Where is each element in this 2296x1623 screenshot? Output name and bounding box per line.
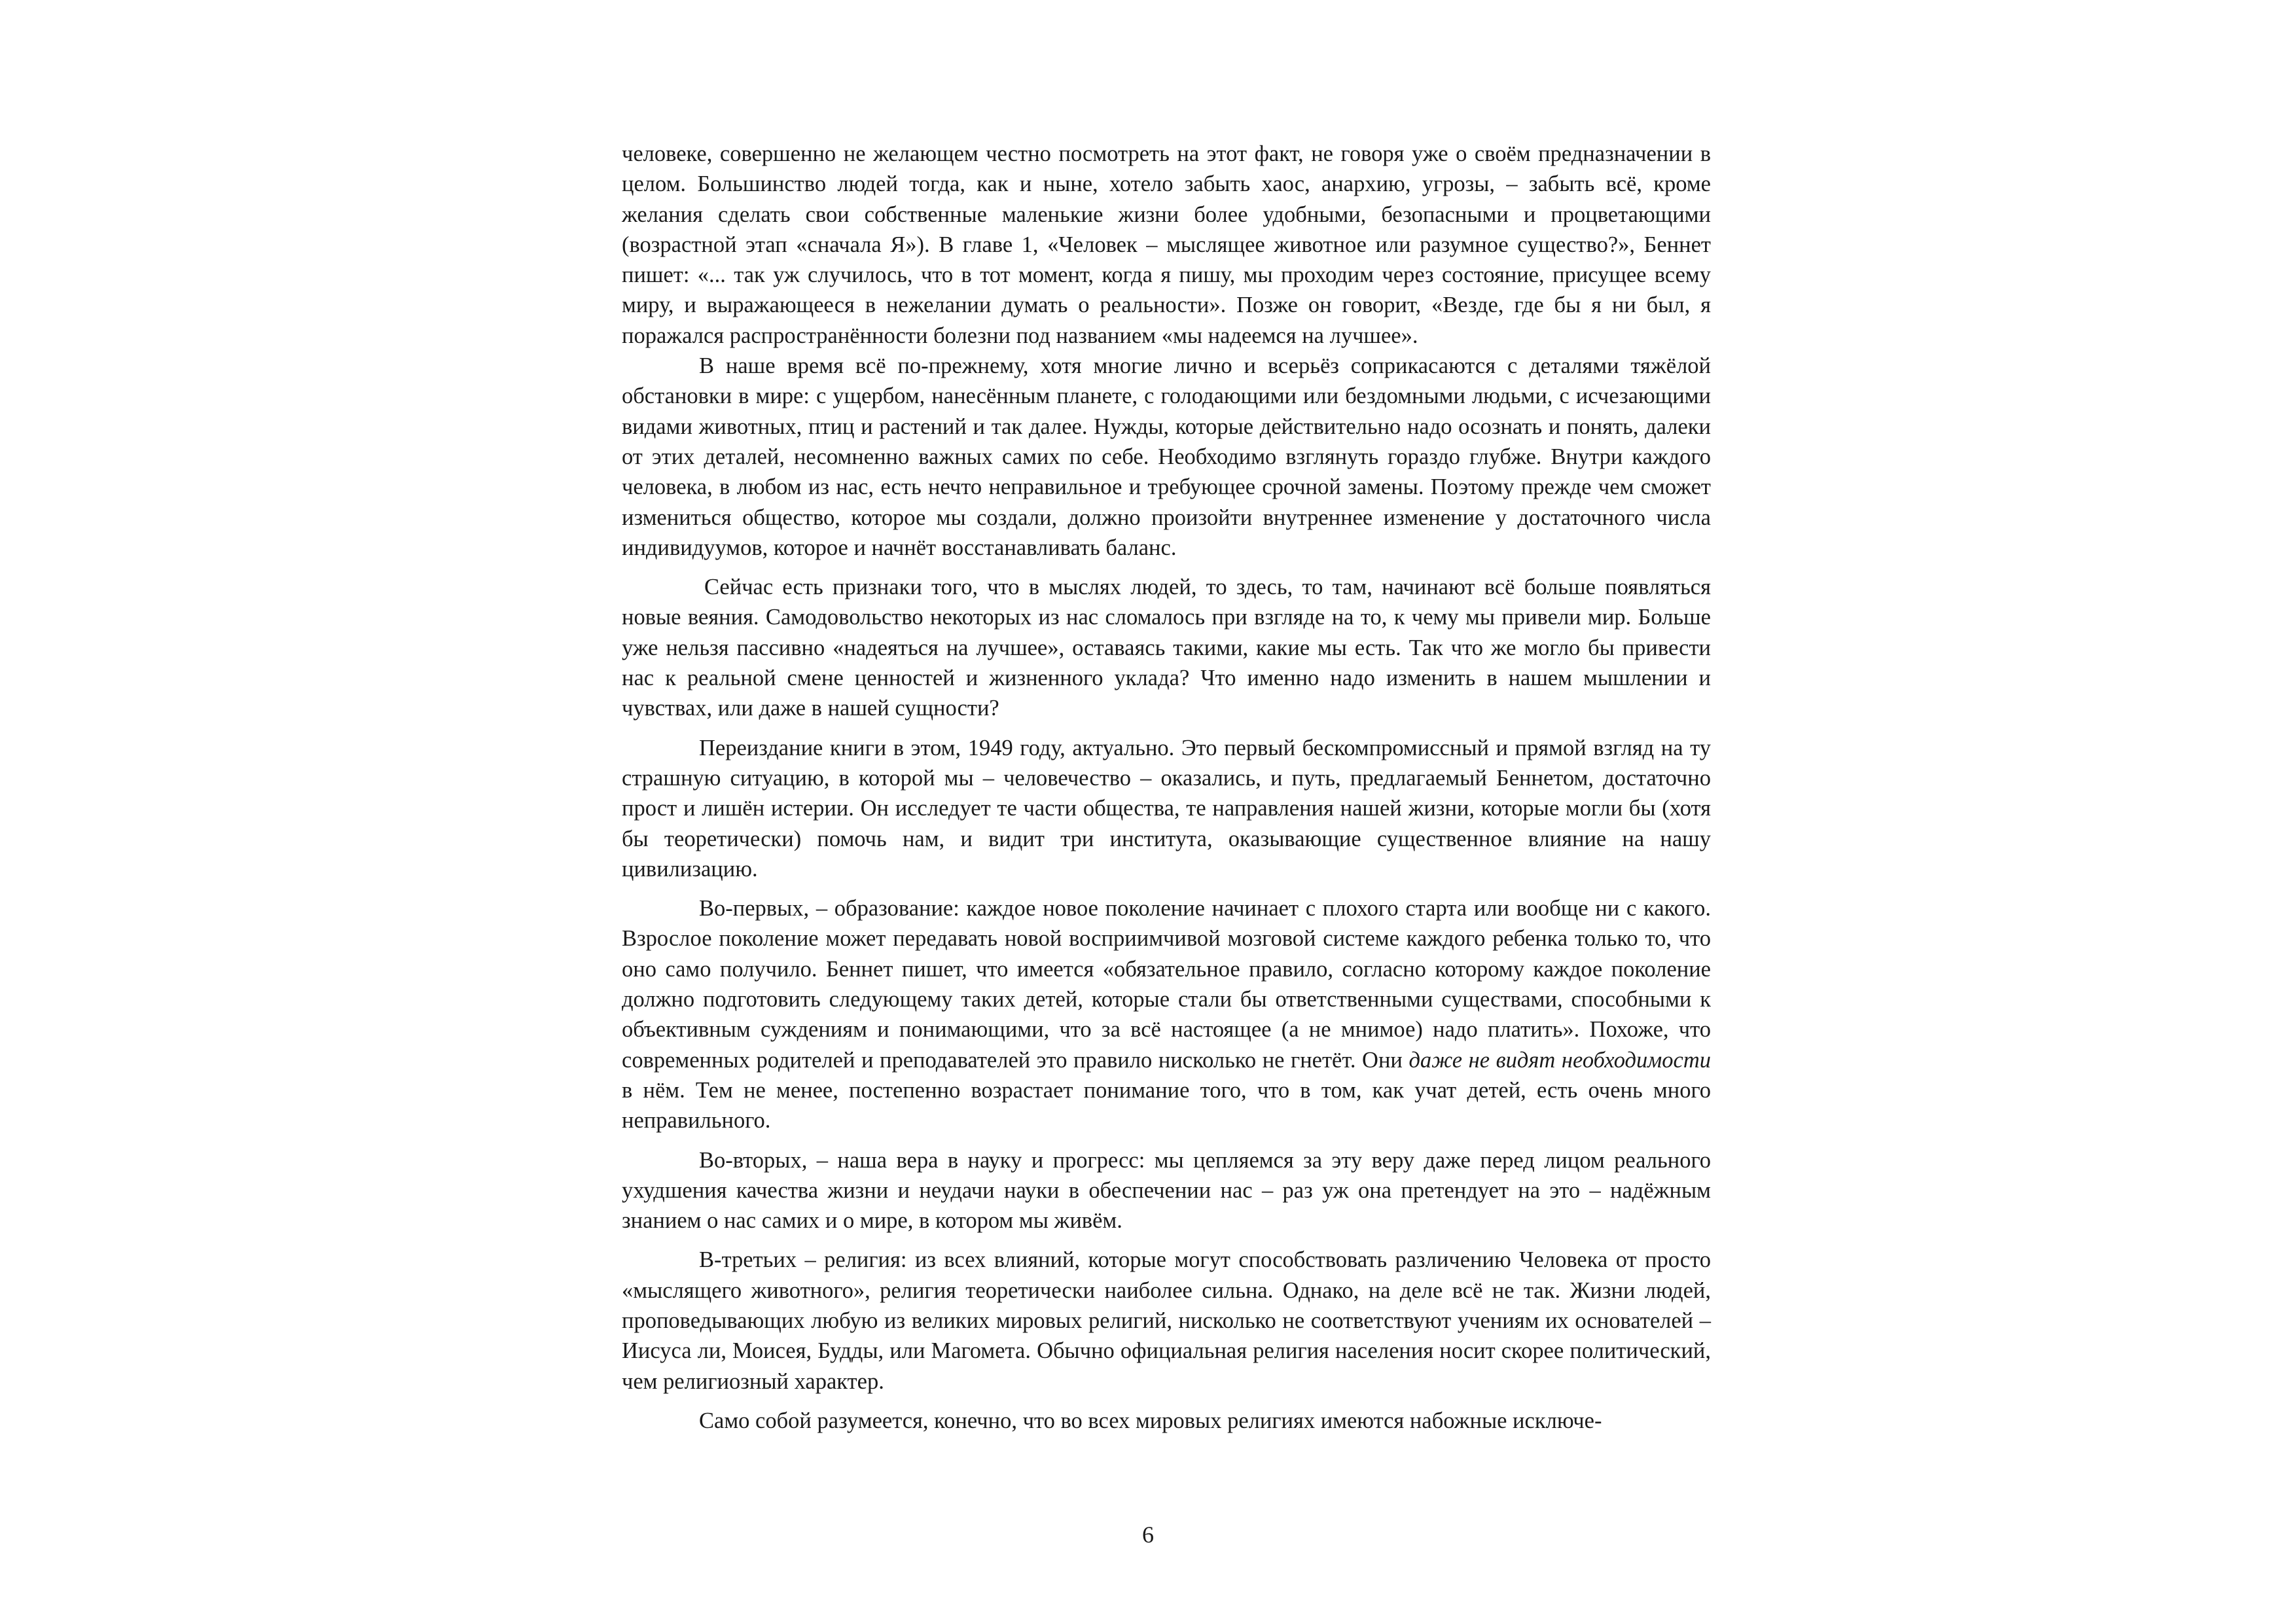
- paragraph-4: Переиздание книги в этом, 1949 году, актуально. Это первый бескомпромиссный и прямой взгляд на ту страшную ситуацию, в которой мы – человечество – оказались, и путь, предлагаемый Беннетом, достаточно прост и лишён истерии. Он исследует те части общества, те направления нашей жизни, которые могли бы (хотя бы теоретически) помочь нам, и видит три института, оказывающие существенное влияние на нашу цивилизацию.: [622, 735, 1711, 882]
- paragraph-6: Во-вторых, – наша вера в науку и прогресс: мы цепляемся за эту веру даже перед лицом реального ухудшения качества жизни и неудачи науки в обеспечении нас – раз уж она претендует на это – надёжным знанием о нас самих и о мире, в котором мы живём.: [622, 1147, 1711, 1234]
- body-text: [622, 139, 1711, 1436]
- paragraph-7: В-третьих – религия: из всех влияний, которые могут способствовать различению Человека от просто «мыслящего животного», религия теоретически наиболее сильна. Однако, на деле всё не так. Жизни людей, проповедывающих любую из великих мировых религий, нисколько не соответствуют учениям их основателей – Иисуса ли, Моисея, Будды, или Магомета. Обычно официальная религия населения носит скорее политический, чем религиозный характер.: [622, 1247, 1711, 1394]
- paragraph-5-text-end: в нём. Тем не менее, постепенно возрастает понимание того, что в том, как учат детей, есть очень много неправильного.: [622, 1077, 1711, 1133]
- page-number: 6: [1142, 1522, 1154, 1548]
- paragraph-5-emphasis: даже не видят необходимости: [1408, 1047, 1711, 1073]
- paragraph-5-text: Во-первых, – образование: каждое новое поколение начинает с плохого старта или вообще ни с какого. Взрослое поколение может передавать новой восприимчивой мозговой системе каждого ребенка только то, что оно само получило. Беннет пишет, что имеется «обязательное правило, согласно которому каждое поколение должно подготовить следующему таких детей, которые стали бы ответственными существами, способными к объективным суждениям и понимающими, что за всё настоящее (а не мнимое) надо платить». Похоже, что современных родителей и преподавателей это правило нисколько не гнетёт. Они: [622, 896, 1711, 1073]
- paragraph-2: В наше время всё по-прежнему, хотя многие лично и всерьёз соприкасаются с деталями тяжёлой обстановки в мире: с ущербом, нанесённым планете, с голодающими или бездомными людьми, с исчезающими видами животных, птиц и растений и так далее. Нужды, которые действительно надо осознать и понять, далеки от этих деталей, несомненно важных самих по себе. Необходимо взглянуть гораздо глубже. Внутри каждого человека, в любом из нас, есть нечто неправильное и требующее срочной замены. Поэтому прежде чем сможет измениться общество, которое мы создали, должно произойти внутреннее изменение у достаточного числа индивидуумов, которое и начнёт восстанавливать баланс.: [622, 353, 1711, 560]
- paragraph-1: человеке, совершенно не желающем честно посмотреть на этот факт, не говоря уже о своём предназначении в целом. Большинство людей тогда, как и ныне, хотело забыть хаос, анархию, угрозы, – забыть всё, кроме желания сделать свои собственные маленькие жизни более удобными, безопасными и процветающими (возрастной этап «сначала Я»). В главе 1, «Человек – мыслящее животное или разумное существо?», Беннет пишет: «... так уж случилось, что в тот момент, когда я пишу, мы проходим через состояние, присущее всему миру, и выражающееся в нежелании думать о реальности». Позже он говорит, «Везде, где бы я ни был, я поражался распространённости болезни под названием «мы надеемся на лучшее».: [622, 141, 1711, 348]
- paragraph-8: Само собой разумеется, конечно, что во всех мировых религиях имеются набожные исключе-: [699, 1408, 1602, 1433]
- paragraph-3: Сейчас есть признаки того, что в мыслях людей, то здесь, то там, начинают всё больше появляться новые веяния. Самодовольство некоторых из нас сломалось при взгляде на то, к чему мы привели мир. Больше уже нельзя пассивно «надеяться на лучшее», оставаясь такими, какие мы есть. Так что же могло бы привести нас к реальной смене ценностей и жизненного уклада? Что именно надо изменить в нашем мышлении и чувствах, или даже в нашей сущности?: [622, 575, 1711, 721]
- paragraph-5: [622, 893, 1711, 1135]
